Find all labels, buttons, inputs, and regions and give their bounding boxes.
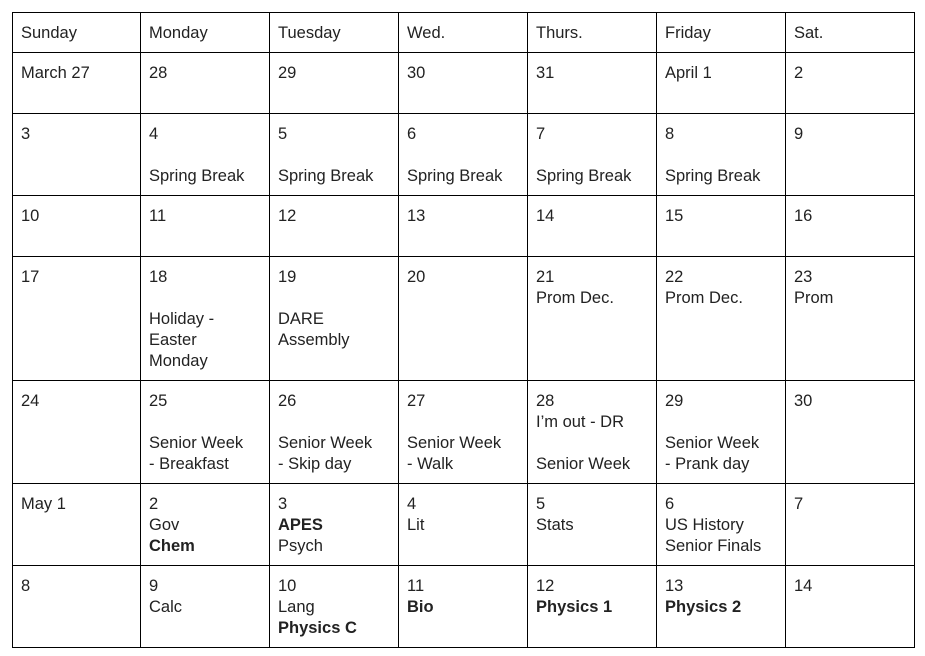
day-number: 30	[407, 64, 426, 82]
event-text: Spring Break	[665, 167, 761, 185]
day-cell	[141, 566, 270, 648]
event-text: Physics 1	[536, 598, 613, 616]
day-cell	[399, 114, 528, 196]
event-text: Holiday -	[149, 310, 215, 328]
event-text: Psych	[278, 537, 323, 555]
event-text: Stats	[536, 516, 574, 534]
event-text	[149, 288, 261, 309]
event-text: Physics C	[278, 619, 357, 637]
day-cell	[270, 53, 399, 114]
event-text: Chem	[149, 537, 195, 555]
day-number: 23	[794, 268, 813, 286]
header-row	[13, 13, 915, 53]
day-cell	[528, 484, 657, 566]
day-cell	[270, 566, 399, 648]
day-number: 22	[665, 268, 684, 286]
event-text: Spring Break	[536, 167, 632, 185]
day-cell	[270, 257, 399, 381]
day-number: 21	[536, 268, 555, 286]
day-number: 17	[21, 268, 40, 286]
event-text: Lit	[407, 516, 425, 534]
day-number: 12	[278, 207, 297, 225]
header-cell-friday: Friday	[657, 13, 786, 53]
event-text	[149, 145, 261, 166]
header-cell-tuesday: Tuesday	[270, 13, 399, 53]
day-number: 11	[407, 577, 425, 595]
day-number: 8	[665, 125, 675, 143]
day-number: 5	[278, 125, 288, 143]
day-cell	[528, 53, 657, 114]
header-cell-sunday: Sunday	[13, 13, 141, 53]
day-number: 3	[278, 495, 288, 513]
event-text: Physics 2	[665, 598, 742, 616]
event-text	[407, 145, 519, 166]
day-cell	[141, 484, 270, 566]
day-cell	[13, 257, 141, 381]
day-number: 4	[407, 495, 417, 513]
day-cell	[786, 381, 915, 484]
day-cell	[141, 53, 270, 114]
day-number: 13	[665, 577, 684, 595]
header-cell-saturday: Sat.	[786, 13, 915, 53]
day-number: 2	[794, 64, 804, 82]
event-text: Calc	[149, 598, 183, 616]
event-text: Prom	[794, 289, 834, 307]
event-text: - Skip day	[278, 455, 352, 473]
day-number: 16	[794, 207, 813, 225]
day-cell	[657, 114, 786, 196]
day-cell	[786, 257, 915, 381]
day-cell	[399, 381, 528, 484]
day-cell	[657, 196, 786, 257]
event-text: US History	[665, 516, 744, 534]
day-number: 12	[536, 577, 555, 595]
calendar-table	[12, 12, 915, 648]
day-cell	[13, 196, 141, 257]
day-cell	[528, 114, 657, 196]
day-cell	[657, 381, 786, 484]
event-text: Bio	[407, 598, 434, 616]
event-text: Senior Finals	[665, 537, 762, 555]
day-cell	[657, 484, 786, 566]
day-cell	[399, 196, 528, 257]
event-text	[149, 412, 261, 433]
day-cell	[13, 53, 141, 114]
event-text: Spring Break	[278, 167, 374, 185]
event-text: Senior Week	[407, 434, 502, 452]
day-cell	[141, 114, 270, 196]
event-text: Senior Week	[149, 434, 244, 452]
day-number: 7	[536, 125, 546, 143]
event-text	[536, 433, 648, 454]
day-number: 19	[278, 268, 297, 286]
week-row	[13, 257, 915, 381]
day-cell	[399, 484, 528, 566]
event-text	[278, 288, 390, 309]
day-cell	[786, 114, 915, 196]
day-number: 26	[278, 392, 297, 410]
day-cell	[657, 566, 786, 648]
day-cell	[786, 566, 915, 648]
day-cell	[270, 484, 399, 566]
event-text	[536, 145, 648, 166]
day-number: 6	[407, 125, 417, 143]
day-number: 24	[21, 392, 40, 410]
day-cell	[141, 381, 270, 484]
day-cell	[528, 566, 657, 648]
day-number: 10	[21, 207, 40, 225]
event-text: Prom Dec.	[665, 289, 743, 307]
day-cell	[141, 257, 270, 381]
day-number: 8	[21, 577, 31, 595]
day-cell	[13, 381, 141, 484]
day-number: 5	[536, 495, 546, 513]
day-cell	[786, 196, 915, 257]
day-number: 14	[794, 577, 813, 595]
week-row	[13, 53, 915, 114]
day-cell	[13, 484, 141, 566]
day-number: 4	[149, 125, 159, 143]
day-number: 14	[536, 207, 555, 225]
event-text: DARE	[278, 310, 324, 328]
day-cell	[657, 53, 786, 114]
day-cell	[786, 484, 915, 566]
event-text: Prom Dec.	[536, 289, 614, 307]
day-number: 9	[794, 125, 804, 143]
day-number: 30	[794, 392, 813, 410]
day-number: 28	[536, 392, 555, 410]
week-row	[13, 566, 915, 648]
day-number: 29	[278, 64, 297, 82]
event-text: Senior Week	[536, 455, 631, 473]
event-text: APES	[278, 516, 323, 534]
day-cell	[399, 53, 528, 114]
event-text: Easter	[149, 331, 197, 349]
day-number: 28	[149, 64, 168, 82]
day-number: April 1	[665, 64, 712, 82]
week-row	[13, 114, 915, 196]
week-row	[13, 196, 915, 257]
event-text: Spring Break	[149, 167, 245, 185]
event-text: Senior Week	[665, 434, 760, 452]
week-row	[13, 484, 915, 566]
day-cell	[657, 257, 786, 381]
day-cell	[399, 566, 528, 648]
day-number: 29	[665, 392, 684, 410]
day-cell	[13, 566, 141, 648]
day-number: May 1	[21, 495, 66, 513]
header-cell-wednesday: Wed.	[399, 13, 528, 53]
day-cell	[270, 114, 399, 196]
event-text: I’m out - DR	[536, 413, 625, 431]
event-text	[278, 145, 390, 166]
event-text: - Walk	[407, 455, 454, 473]
header-cell-thursday: Thurs.	[528, 13, 657, 53]
day-number: 3	[21, 125, 31, 143]
day-number: 10	[278, 577, 297, 595]
event-text: Assembly	[278, 331, 350, 349]
header-cell-monday: Monday	[141, 13, 270, 53]
day-cell	[528, 196, 657, 257]
event-text: - Prank day	[665, 455, 750, 473]
day-number: March 27	[21, 64, 90, 82]
day-number: 2	[149, 495, 159, 513]
event-text	[665, 145, 777, 166]
event-text: Lang	[278, 598, 315, 616]
day-cell	[528, 257, 657, 381]
day-cell	[528, 381, 657, 484]
day-number: 25	[149, 392, 168, 410]
day-number: 6	[665, 495, 675, 513]
day-cell	[399, 257, 528, 381]
day-number: 20	[407, 268, 426, 286]
calendar-body	[13, 53, 915, 648]
day-number: 11	[149, 207, 167, 225]
event-text	[665, 412, 777, 433]
event-text: Gov	[149, 516, 180, 534]
day-number: 15	[665, 207, 684, 225]
day-cell	[141, 196, 270, 257]
day-number: 7	[794, 495, 804, 513]
week-row	[13, 381, 915, 484]
day-number: 31	[536, 64, 555, 82]
day-number: 18	[149, 268, 168, 286]
day-number: 13	[407, 207, 426, 225]
day-number: 27	[407, 392, 426, 410]
event-text: Senior Week	[278, 434, 373, 452]
event-text	[278, 412, 390, 433]
day-cell	[270, 381, 399, 484]
day-cell	[786, 53, 915, 114]
event-text	[407, 412, 519, 433]
event-text: - Breakfast	[149, 455, 229, 473]
event-text: Spring Break	[407, 167, 503, 185]
day-cell	[270, 196, 399, 257]
day-number: 9	[149, 577, 159, 595]
day-cell	[13, 114, 141, 196]
event-text: Monday	[149, 352, 208, 370]
